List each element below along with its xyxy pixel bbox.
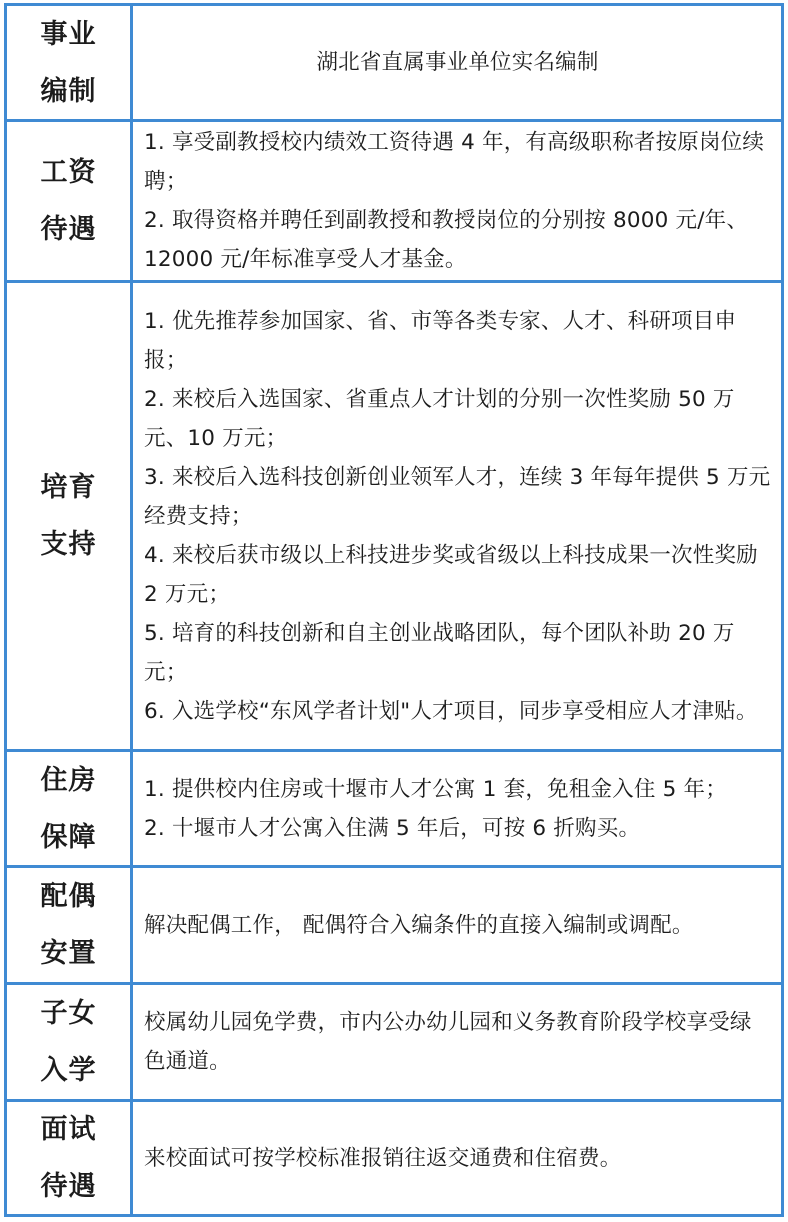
row-content-cultivation <box>133 283 781 752</box>
content-block <box>144 302 771 731</box>
label-line: 编制 <box>40 75 97 107</box>
content-item: 2. 取得资格并聘任到副教授和教授岗位的分别按 8000 元/年、12000 元/年标准享受人才基金。 <box>144 208 749 272</box>
row-label-text <box>41 459 97 573</box>
content-item: 4. 来校后获市级以上科技进步奖或省级以上科技成果一次性奖励 2 万元； <box>144 542 758 607</box>
content-item: 3. 来校后入选科技创新创业领军人才，连续 3 年每年提供 5 万元经费支持； <box>144 464 771 529</box>
content-block <box>144 123 771 279</box>
row-label-text <box>41 868 97 982</box>
row-label-text <box>41 1101 97 1215</box>
content-item: 2. 来校后入选国家、省重点人才计划的分别一次性奖励 50 万元、10 万元； <box>144 386 735 451</box>
row-content-housing <box>133 752 781 868</box>
content-block <box>144 1003 771 1081</box>
row-label-spouse <box>7 868 133 985</box>
row-label-text <box>41 6 97 120</box>
label-line: 住房 <box>40 764 97 796</box>
row-content-establishment <box>133 6 781 122</box>
content-item: 2. 十堰市人才公寓入住满 5 年后，可按 6 折购买。 <box>144 815 641 841</box>
row-content-spouse <box>133 868 781 985</box>
label-line: 事业 <box>40 18 97 50</box>
row-label-housing <box>7 752 133 868</box>
row-label-salary <box>7 122 133 283</box>
content-block <box>144 906 771 945</box>
content-item: 1. 优先推荐参加国家、省、市等各类专家、人才、科研项目申报； <box>144 308 737 373</box>
content-item: 校属幼儿园免学费，市内公办幼儿园和义务教育阶段学校享受绿色通道。 <box>144 1010 752 1074</box>
row-content-children <box>133 985 781 1102</box>
content-block <box>144 1139 771 1178</box>
label-line: 安置 <box>40 938 97 969</box>
row-content-salary <box>133 122 781 283</box>
content-item: 1. 享受副教授校内绩效工资待遇 4 年，有高级职称者按原岗位续聘； <box>144 130 765 194</box>
label-line: 子女 <box>40 998 97 1029</box>
row-label-text <box>41 144 97 258</box>
row-label-text <box>41 985 97 1099</box>
row-label-establishment <box>7 6 133 122</box>
row-label-interview <box>7 1102 133 1214</box>
label-line: 配偶 <box>40 881 97 912</box>
content-block <box>144 770 771 848</box>
content-item: 湖北省直属事业单位实名编制 <box>316 50 599 75</box>
content-item: 6. 入选学校“东风学者计划"人才项目，同步享受相应人才津贴。 <box>144 698 758 724</box>
content-item: 解决配偶工作， 配偶符合入编条件的直接入编制或调配。 <box>144 912 694 938</box>
label-line: 工资 <box>40 157 97 188</box>
content-item: 5. 培育的科技创新和自主创业战略团队，每个团队补助 20 万元； <box>144 620 735 685</box>
row-label-children <box>7 985 133 1102</box>
label-line: 支持 <box>40 529 97 560</box>
label-line: 保障 <box>40 821 97 853</box>
content-item: 1. 提供校内住房或十堰市人才公寓 1 套，免租金入住 5 年； <box>144 776 727 802</box>
label-line: 入学 <box>40 1055 97 1086</box>
label-line: 培育 <box>40 472 97 503</box>
content-block <box>144 43 771 82</box>
label-line: 待遇 <box>40 1171 97 1202</box>
content-item: 来校面试可按学校标准报销往返交通费和住宿费。 <box>144 1145 622 1171</box>
label-line: 待遇 <box>40 214 97 245</box>
row-content-interview <box>133 1102 781 1214</box>
label-line: 面试 <box>40 1114 97 1145</box>
row-label-cultivation <box>7 283 133 752</box>
benefits-table <box>4 3 784 1217</box>
row-label-text <box>41 752 97 866</box>
